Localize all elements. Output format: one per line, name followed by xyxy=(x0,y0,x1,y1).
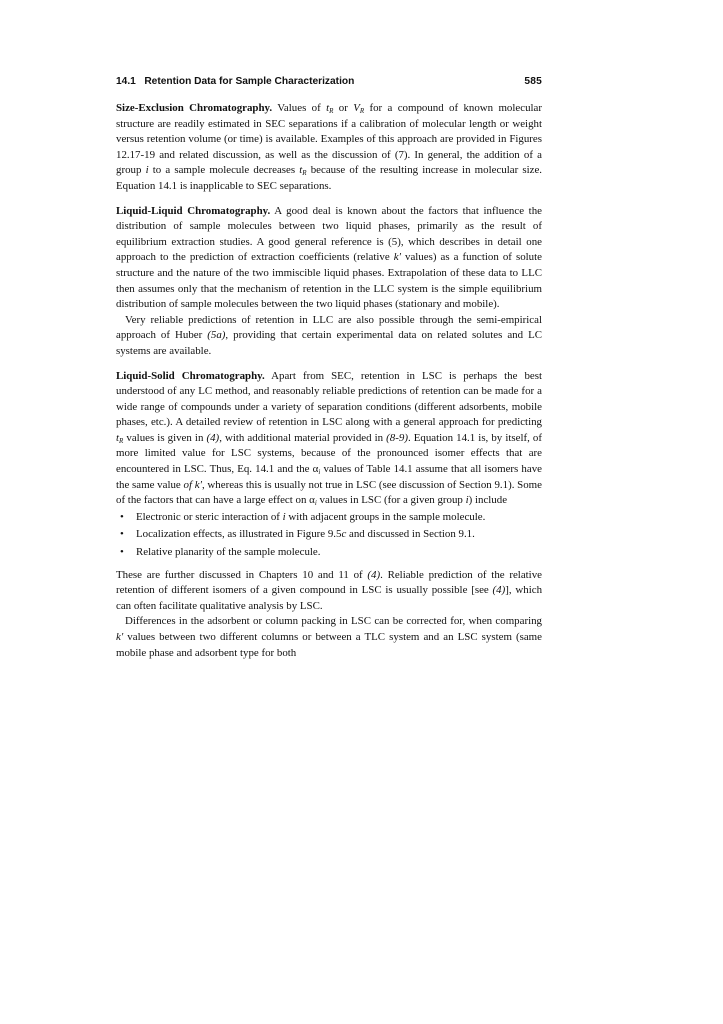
bullet-list xyxy=(116,510,542,561)
symbol-t: t xyxy=(116,431,120,444)
symbol-k-prime: k′ xyxy=(116,631,124,643)
list-item xyxy=(116,545,542,561)
subscript-i: i xyxy=(318,468,321,477)
text-run: These are further discussed in Chapters 10 and 11 of xyxy=(116,568,368,581)
text-run: , whereas this is usually not true in LSC (see discussion of Section 9.1). Some of the factors that can have a large effect on α xyxy=(116,478,542,507)
section-title: Retention Data for Sample Characterization xyxy=(144,76,355,87)
paragraph-sec xyxy=(116,101,542,195)
subscript-i: i xyxy=(314,499,317,508)
symbol-i: i xyxy=(145,164,149,177)
symbol-i: i xyxy=(465,494,469,507)
text-run: Relative planarity of the sample molecule. xyxy=(136,546,321,559)
list-item xyxy=(116,527,542,543)
paragraph-lsc-1 xyxy=(116,369,542,509)
text-run: with adjacent groups in the sample molecule. xyxy=(285,510,486,523)
bullet-icon: • xyxy=(120,528,124,541)
symbol-t: t xyxy=(326,102,330,114)
subscript-r: R xyxy=(359,107,365,115)
page-number: 585 xyxy=(524,76,542,87)
paragraph-llc-2 xyxy=(116,313,542,360)
text-run: values between two different columns or between a TLC system and an LSC system (same mobile phase and adsorbent type for both xyxy=(116,631,542,659)
citation: (4) xyxy=(206,431,220,444)
text-run: Electronic or steric interaction of xyxy=(136,510,283,523)
text-run: to a sample molecule decreases xyxy=(148,164,300,177)
section-number: 14.1 xyxy=(116,76,136,87)
text-run: ) include xyxy=(468,494,508,507)
citation: (4) xyxy=(367,568,381,581)
section-llc xyxy=(116,204,542,360)
text-run: A good deal is known about the factors that influence the distribution of sample molecules between two liquid phases, primarily as the result of equilibrium extraction studies. A good general reference is (5), which describes in detail one approach to the prediction of extraction coefficients (relative xyxy=(116,204,542,264)
citation: (8-9) xyxy=(386,431,408,444)
text-run: or xyxy=(333,102,354,114)
heading-sec: Size-Exclusion Chromatography. xyxy=(116,102,273,114)
symbol-i: i xyxy=(282,510,286,523)
text-run: values of Table 14.1 assume that all isomers have the same value xyxy=(116,463,542,491)
book-page xyxy=(116,76,542,670)
figure-part-letter: c xyxy=(341,528,347,541)
symbol-k-prime: k′ xyxy=(393,251,401,264)
text-run: Localization effects, as illustrated in Figure 9.5 xyxy=(136,528,342,541)
text-run: Apart from SEC, retention in LSC is perhaps the best understood of any LC method, and reasonably reliable predictions of retention can be made for a wide range of compounds under a variety of separation conditions (different adsorbents, mobile phases, etc.). A detailed review of retention in LSC along with a general approach for predicting xyxy=(116,369,542,429)
running-head-title xyxy=(116,76,354,87)
bullet-icon: • xyxy=(120,546,124,559)
paragraph-llc-1 xyxy=(116,204,542,313)
symbol-k-prime: of k′ xyxy=(183,478,202,491)
text-run: Differences in the adsorbent or column packing in LSC can be corrected for, when comparing xyxy=(125,615,542,628)
text-run: , with additional material provided in xyxy=(219,431,387,444)
heading-lsc: Liquid-Solid Chromatography. xyxy=(116,369,265,382)
section-sec xyxy=(116,101,542,195)
section-lsc xyxy=(116,369,542,662)
text-run: Values of xyxy=(272,102,327,114)
subscript-r: R xyxy=(329,107,334,115)
heading-llc: Liquid-Liquid Chromatography. xyxy=(116,204,271,217)
running-head xyxy=(116,76,542,90)
text-run: and discussed in Section 9.1. xyxy=(346,528,475,541)
symbol-t: t xyxy=(299,164,303,177)
paragraph-lsc-3 xyxy=(116,614,542,661)
citation: (5a) xyxy=(207,329,226,342)
bullet-icon: • xyxy=(120,510,124,523)
subscript-r: R xyxy=(302,169,307,178)
subscript-r: R xyxy=(119,436,124,445)
text-run: Very reliable predictions of retention in LLC are also possible through the semi-empirical approach of Huber xyxy=(116,313,542,342)
text-run: . Reliable prediction of the relative retention of different isomers of a given compound in LSC is usually possible [see xyxy=(116,568,542,597)
text-run: for a compound of known molecular structure are readily estimated in SEC separations if a calibration of molecular length or weight versus retention volume (or time) is available. Examples of this approach are provided in Figures 12.17-19 and related discussion, as well as the discussion of (7). In general, the addition of a group xyxy=(116,102,542,177)
list-item xyxy=(116,510,542,526)
text-run: values is given in xyxy=(123,431,207,444)
paragraph-lsc-2 xyxy=(116,568,542,615)
text-run: , providing that certain experimental data on related solutes and LC systems are available. xyxy=(116,329,542,357)
text-run: ], which can often facilitate qualitative analysis by LSC. xyxy=(116,584,543,612)
text-run: . Equation 14.1 is, by itself, of more limited value for LSC systems, because of the pronounced isomer effects that are encountered in LSC. Thus, Eq. 14.1 and the α xyxy=(116,431,542,476)
symbol-v: V xyxy=(353,102,360,114)
text-run: because of the resulting increase in molecular size. Equation 14.1 is inapplicable to SEC separations. xyxy=(116,164,543,192)
citation: (4) xyxy=(492,584,506,597)
text-run: values) as a function of solute structure and the nature of the two immiscible liquid phases. Extrapolation of these data to LLC then assumes only that the mechanism of retention in the LLC system is the simple equilibrium distribution of sample molecules between the two liquid phases (stationary and mobile). xyxy=(116,251,542,311)
text-run: values in LSC (for a given group xyxy=(316,494,466,507)
